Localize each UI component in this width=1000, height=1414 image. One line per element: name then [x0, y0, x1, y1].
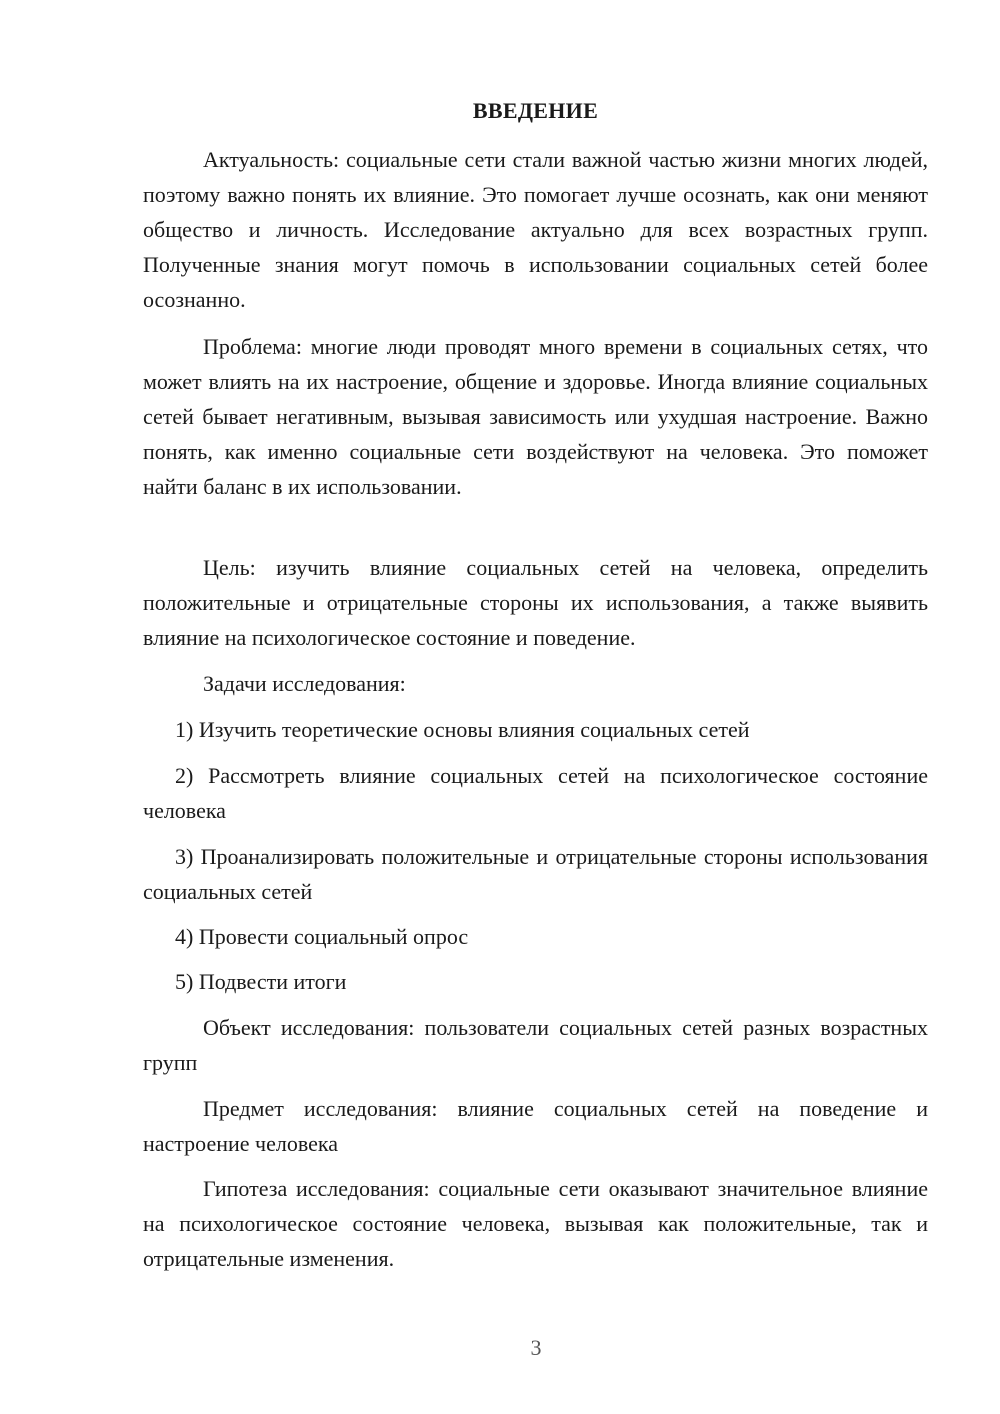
- task-item-3: 3) Проанализировать положительные и отрицательные стороны использования социальных сетей: [143, 844, 928, 904]
- task-item-1: 1) Изучить теоретические основы влияния социальных сетей: [175, 717, 750, 742]
- object-paragraph: Объект исследования: пользователи социальных сетей разных возрастных групп: [143, 1015, 928, 1075]
- task-item-4: 4) Провести социальный опрос: [175, 924, 469, 949]
- subject-paragraph: Предмет исследования: влияние социальных сетей на поведение и настроение человека: [143, 1096, 928, 1156]
- page-number: 3: [530, 1335, 542, 1360]
- task-item-5: 5) Подвести итоги: [175, 969, 347, 994]
- problem-paragraph: Проблема: многие люди проводят много времени в социальных сетях, что может влиять на их настроение, общение и здоровье. Иногда влияние социальных сетей бывает негативным, вызывая зависимость или ухудшая настроение. Важно понять, как именно социальные сети воздействуют на человека. Это поможет найти баланс в их использовании.: [143, 334, 928, 499]
- goal-paragraph: Цель: изучить влияние социальных сетей на человека, определить положительные и отрицательные стороны их использования, а также выявить влияние на психологическое состояние и поведение.: [143, 555, 928, 650]
- section-heading: ВВЕДЕНИЕ: [472, 98, 599, 123]
- relevance-paragraph: Актуальность: социальные сети стали важной частью жизни многих людей, поэтому важно понять их влияние. Это помогает лучше осознать, как они меняют общество и личность. Исследование актуально для всех возрастных групп. Полученные знания могут помочь в использовании социальных сетей более осознанно.: [143, 147, 928, 312]
- hypothesis-paragraph: Гипотеза исследования: социальные сети оказывают значительное влияние на психологическое состояние человека, вызывая как положительные, так и отрицательные изменения.: [143, 1176, 928, 1271]
- tasks-title: Задачи исследования:: [203, 671, 406, 696]
- task-item-2: 2) Рассмотреть влияние социальных сетей на психологическое состояние человека: [143, 763, 928, 823]
